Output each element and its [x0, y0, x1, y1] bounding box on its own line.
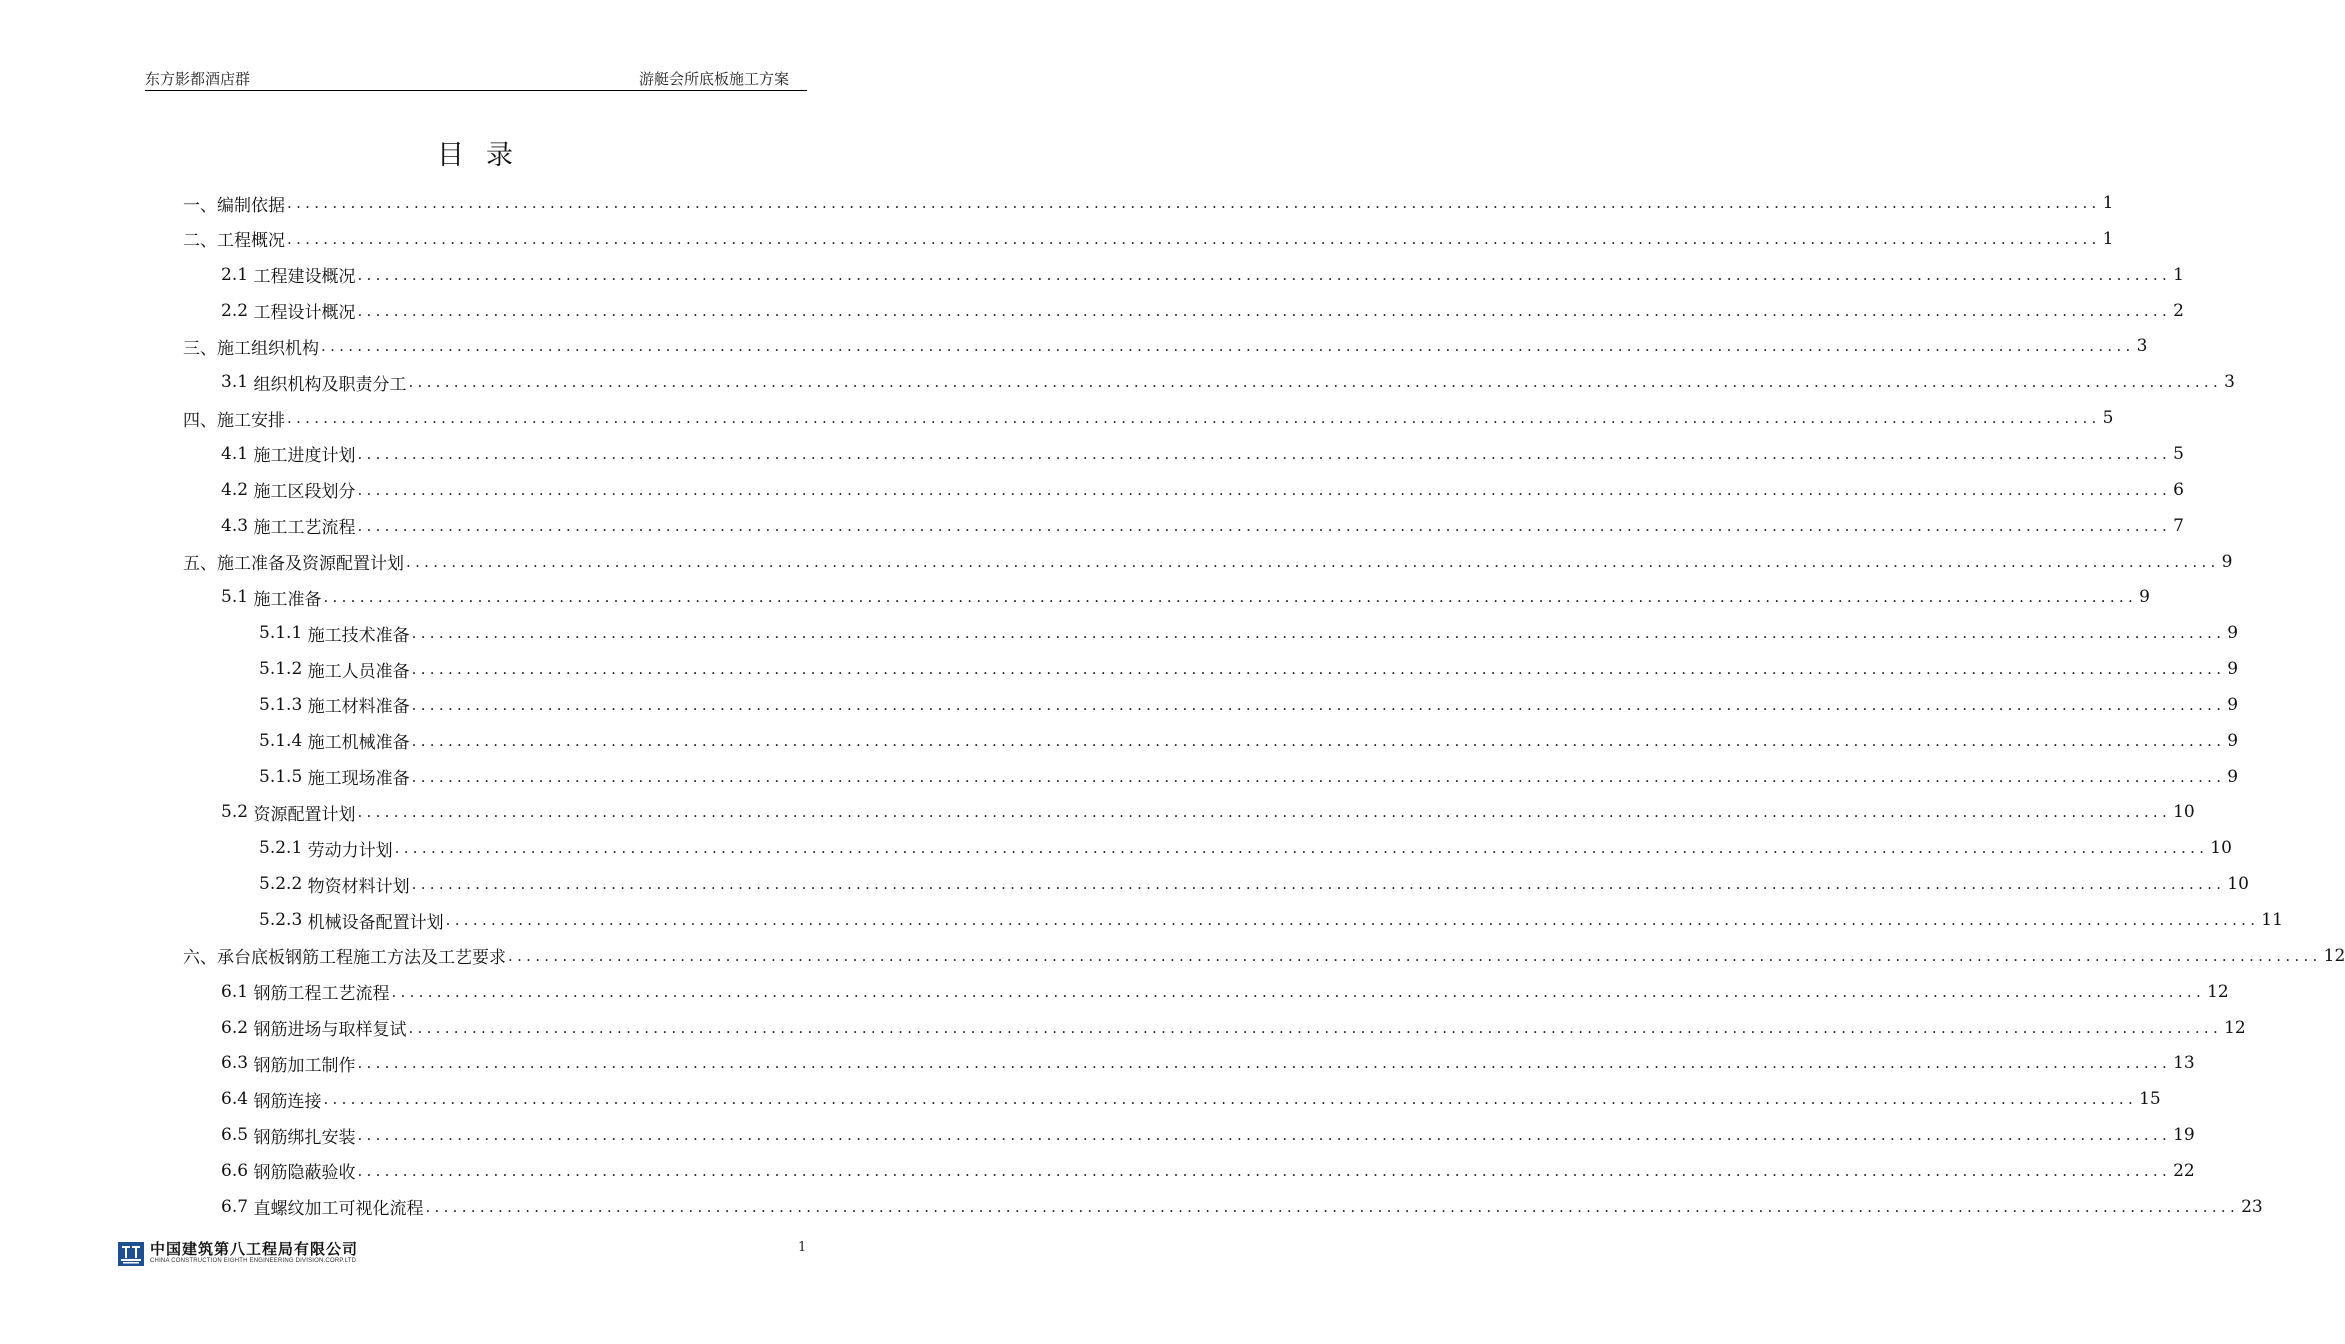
toc-dot-leader: ........................................................................................................................................................................................................: [357, 516, 2172, 535]
toc-entry[interactable]: [183, 545, 2233, 579]
toc-dot-leader: ........................................................................................................................................................................................................: [323, 1090, 2138, 1109]
toc-entry-page: 11: [2261, 910, 2283, 930]
toc-entry-page: 12: [2207, 981, 2229, 1002]
toc-dot-leader: ........................................................................................................................................................................................................: [425, 1197, 2240, 1216]
toc-entry[interactable]: [259, 616, 2239, 650]
toc-dot-leader: ........................................................................................................................................................................................................: [411, 695, 2226, 714]
toc-entry-number: 2.1: [221, 264, 254, 285]
toc-entry-number: 一、: [183, 195, 217, 216]
toc-entry-title: 施工人员准备: [307, 661, 410, 682]
toc-entry-page: 5: [2173, 443, 2184, 464]
toc-entry-number: 四、: [183, 410, 217, 431]
toc-entry-number: 二、: [183, 231, 217, 252]
toc-entry[interactable]: [183, 329, 2148, 363]
toc-entry[interactable]: [259, 867, 2249, 901]
page-footer: [118, 1238, 818, 1272]
toc-dot-leader: ........................................................................................................................................................................................................: [411, 660, 2226, 679]
toc-entry-title: 施工组织机构: [217, 338, 319, 359]
toc-entry-title: 施工安排: [217, 410, 285, 431]
toc-entry-title: 物资材料计划: [307, 876, 410, 897]
toc-entry-page: 2: [2173, 300, 2184, 321]
toc-entry-title: 施工工艺流程: [253, 518, 356, 539]
toc-dot-leader: ........................................................................................................................................................................................................: [357, 1161, 2172, 1180]
toc-dot-leader: ........................................................................................................................................................................................................: [323, 588, 2138, 607]
toc-entry[interactable]: [183, 939, 2345, 973]
toc-dot-leader: ........................................................................................................................................................................................................: [406, 552, 2220, 571]
toc-entry[interactable]: [259, 831, 2232, 865]
toc-entry[interactable]: [259, 652, 2239, 686]
toc-entry-number: 6.1: [221, 981, 254, 1002]
toc-entry-title: 钢筋绑扎安装: [253, 1127, 356, 1148]
page-header: [145, 68, 807, 91]
toc-entry-title: 钢筋隐蔽验收: [253, 1163, 356, 1184]
toc-entry-page: 9: [2227, 694, 2239, 715]
toc-entry-title: 施工准备: [253, 589, 322, 610]
toc-entry-number: 6.7: [221, 1196, 254, 1217]
toc-dot-leader: ........................................................................................................................................................................................................: [287, 194, 2101, 212]
toc-entry-number: 2.2: [221, 300, 254, 321]
toc-entry-number: 4.3: [221, 515, 254, 536]
toc-entry-number: 六、: [183, 948, 217, 969]
toc-entry-page: 9: [2221, 551, 2233, 572]
toc-entry-title: 承台底板钢筋工程施工方法及工艺要求: [217, 948, 506, 969]
toc-entry-page: 13: [2173, 1053, 2195, 1074]
toc-entry-title: 施工进度计划: [253, 446, 356, 467]
toc-entry-title: 钢筋进场与取样复试: [253, 1020, 407, 1041]
toc-dot-leader: ........................................................................................................................................................................................................: [411, 875, 2226, 894]
toc-entry-number: 5.2.1: [259, 838, 308, 859]
toc-dot-leader: ........................................................................................................................................................................................................: [411, 624, 2226, 643]
toc-entry[interactable]: [221, 795, 2195, 829]
toc-entry-number: 4.1: [221, 443, 254, 464]
toc-dot-leader: ........................................................................................................................................................................................................: [357, 480, 2172, 499]
toc-entry-number: 三、: [183, 338, 217, 359]
toc-entry-title: 施工技术准备: [307, 625, 410, 646]
toc-entry-title: 施工材料准备: [307, 697, 410, 718]
toc-entry-number: 5.1.2: [259, 659, 308, 680]
toc-dot-leader: ........................................................................................................................................................................................................: [357, 1126, 2172, 1145]
toc-dot-leader: ........................................................................................................................................................................................................: [321, 337, 2135, 356]
toc-entry[interactable]: [221, 1046, 2195, 1080]
toc-entry-title: 钢筋连接: [253, 1091, 322, 1112]
toc-entry[interactable]: [221, 975, 2229, 1009]
toc-dot-leader: ........................................................................................................................................................................................................: [445, 911, 2260, 929]
toc-entry-number: 6.4: [221, 1089, 254, 1110]
toc-entry-title: 直螺纹加工可视化流程: [253, 1199, 424, 1220]
toc-entry-number: 5.1.1: [259, 623, 308, 644]
toc-entry-number: 5.1: [221, 587, 254, 608]
toc-entry-page: 6: [2173, 479, 2184, 500]
toc-entry-number: 6.5: [221, 1125, 254, 1146]
toc-entry-title: 施工机械准备: [307, 733, 410, 754]
toc-entry-page: 9: [2227, 659, 2239, 680]
toc-entry-page: 9: [2227, 766, 2239, 787]
toc-entry-page: 10: [2210, 838, 2232, 859]
toc-entry-page: 22: [2173, 1160, 2195, 1181]
toc-entry-number: 5.1.3: [259, 694, 308, 715]
toc-entry[interactable]: [221, 473, 2184, 507]
toc-entry-page: 7: [2173, 515, 2184, 536]
toc-entry[interactable]: [221, 580, 2150, 614]
toc-entry-title: 钢筋加工制作: [253, 1055, 356, 1076]
toc-entry[interactable]: [221, 365, 2235, 399]
toc-entry[interactable]: [221, 294, 2184, 328]
toc-entry-page: 1: [2102, 193, 2114, 213]
toc-entry-page: 9: [2227, 623, 2239, 644]
toc-entry[interactable]: [259, 724, 2239, 758]
page-number: 1: [798, 1240, 807, 1255]
toc-entry-number: 4.2: [221, 479, 254, 500]
toc-entry[interactable]: [221, 258, 2184, 292]
toc-entry-page: 1: [2102, 228, 2114, 249]
toc-entry-number: 6.2: [221, 1017, 254, 1038]
toc-entry-title: 施工区段划分: [253, 482, 356, 503]
toc-dot-leader: ........................................................................................................................................................................................................: [357, 301, 2172, 320]
toc-entry[interactable]: [221, 509, 2184, 543]
toc-entry-page: 12: [2323, 945, 2345, 966]
toc-entry[interactable]: [221, 1190, 2263, 1224]
toc-entry-page: 10: [2173, 802, 2195, 823]
toc-dot-leader: ........................................................................................................................................................................................................: [287, 229, 2101, 248]
toc-dot-leader: ........................................................................................................................................................................................................: [411, 731, 2226, 750]
company-name-en: CHINA CONSTRUCTION EIGHTH ENGINEERING DIVISION.CORP.LTD: [150, 1258, 357, 1264]
toc-entry-title: 组织机构及职责分工: [253, 374, 407, 395]
toc-entry-title: 施工现场准备: [307, 769, 410, 790]
toc-dot-leader: ........................................................................................................................................................................................................: [411, 767, 2226, 786]
toc-entry-page: 15: [2139, 1089, 2161, 1110]
toc-dot-leader: ........................................................................................................................................................................................................: [357, 265, 2172, 284]
toc-entry-number: 5.2.2: [259, 874, 308, 895]
toc-entry-number: 5.2.3: [259, 910, 308, 930]
toc-entry-title: 施工准备及资源配置计划: [217, 554, 404, 574]
company-logo-icon: [118, 1242, 144, 1266]
toc-entry[interactable]: [183, 186, 2114, 220]
toc-entry[interactable]: [259, 760, 2239, 794]
toc-entry-page: 12: [2224, 1017, 2246, 1038]
toc-dot-leader: ........................................................................................................................................................................................................: [391, 982, 2206, 1001]
toc-entry[interactable]: [221, 437, 2184, 471]
toc-entry[interactable]: [221, 1118, 2195, 1152]
toc-dot-leader: ........................................................................................................................................................................................................: [357, 1054, 2172, 1073]
toc-entry-page: 3: [2136, 336, 2148, 357]
toc-entry-number: 6.6: [221, 1160, 254, 1181]
toc-entry-title: 钢筋工程工艺流程: [253, 984, 390, 1005]
toc-dot-leader: ........................................................................................................................................................................................................: [508, 946, 2322, 965]
toc-entry-number: 5.2: [221, 802, 254, 823]
toc-entry-page: 19: [2173, 1125, 2195, 1146]
toc-entry-title: 劳动力计划: [307, 840, 393, 861]
toc-entry-title: 工程设计概况: [253, 303, 356, 324]
toc-entry[interactable]: [183, 222, 2114, 256]
toc-entry-page: 3: [2224, 372, 2235, 393]
toc-entry-number: 3.1: [221, 372, 254, 393]
toc-dot-leader: ........................................................................................................................................................................................................: [287, 409, 2101, 428]
toc-entry-title: 工程概况: [217, 231, 285, 252]
toc-dot-leader: ........................................................................................................................................................................................................: [357, 803, 2172, 822]
toc-entry[interactable]: [221, 1082, 2161, 1116]
toc-entry-page: 10: [2227, 874, 2249, 895]
toc-entry-page: 23: [2241, 1196, 2263, 1217]
toc-dot-leader: ........................................................................................................................................................................................................: [408, 373, 2223, 392]
toc-entry[interactable]: [221, 1154, 2195, 1188]
toc-entry-page: 9: [2227, 730, 2239, 751]
toc-entry-number: 6.3: [221, 1053, 254, 1074]
toc-entry-number: 五、: [183, 554, 217, 574]
company-name-cn: 中国建筑第八工程局有限公司: [150, 1240, 359, 1258]
toc-dot-leader: ........................................................................................................................................................................................................: [408, 1018, 2223, 1037]
toc-entry-page: 1: [2173, 264, 2184, 285]
toc-entry-number: 5.1.4: [259, 730, 308, 751]
toc-title: 目录: [437, 140, 535, 171]
toc-entry-title: 编制依据: [217, 195, 285, 216]
header-right-text: 游艇会所底板施工方案: [638, 70, 789, 88]
toc-entry-title: 资源配置计划: [253, 804, 356, 825]
toc-entry[interactable]: [183, 401, 2114, 435]
toc-entry-title: 机械设备配置计划: [307, 912, 444, 933]
header-left-text: 东方影都酒店群: [145, 70, 251, 88]
toc-entry-title: 工程建设概况: [253, 267, 356, 288]
toc-entry-number: 5.1.5: [259, 766, 308, 787]
toc-entry[interactable]: [259, 903, 2283, 937]
toc-entry[interactable]: [221, 1011, 2246, 1045]
toc-entry-page: 5: [2102, 408, 2114, 429]
toc-entry[interactable]: [259, 688, 2239, 722]
toc-dot-leader: ........................................................................................................................................................................................................: [394, 839, 2209, 858]
toc-dot-leader: ........................................................................................................................................................................................................: [357, 444, 2172, 463]
toc-entry-page: 9: [2139, 587, 2150, 608]
